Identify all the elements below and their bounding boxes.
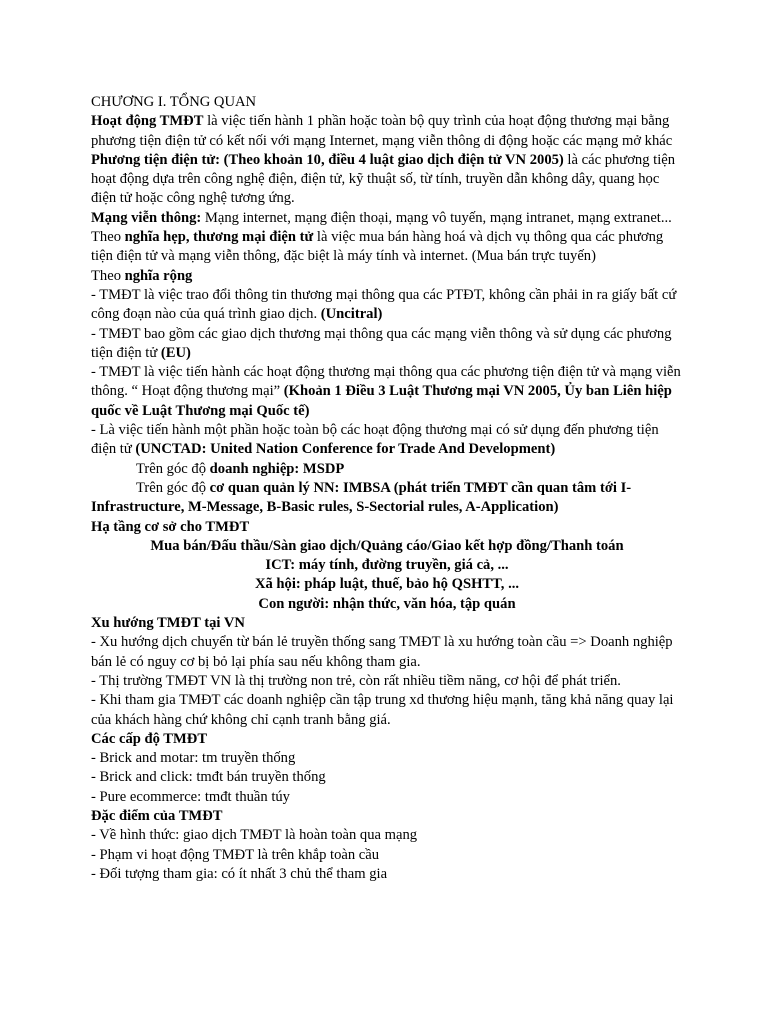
infra-line: Con người: nhận thức, văn hóa, tập quán [258, 595, 516, 612]
term: nghĩa rộng [124, 267, 193, 284]
body-text: Trên góc độ [136, 479, 210, 496]
source-citation: (Khoản 1 Điều 3 Luật Thương mại VN 2005, Ủy ban Liên hiệp quốc về Luật Thương mại Quốc tế) [91, 383, 672, 419]
perspective-line [91, 460, 683, 479]
section-heading [91, 807, 683, 826]
perspective-line [91, 479, 683, 518]
term: Hoạt động TMĐT [91, 113, 204, 130]
definition-paragraph [91, 151, 683, 209]
list-item: - Về hình thức: giao dịch TMĐT là hoàn toàn qua mạng [91, 827, 418, 844]
body-text: là các phương tiện hoạt động dựa trên công nghệ điện, điện tử, kỹ thuật số, từ tính, truyền dẫn không dây, quang học điện tử hoặc công nghệ tương ứng. [91, 151, 676, 207]
source-citation: (Uncitral) [320, 306, 383, 323]
infra-line: ICT: máy tính, đường truyền, giá cả, ... [265, 557, 509, 574]
list-item: - Khi tham gia TMĐT các doanh nghiệp cần tập trung xd thương hiệu mạnh, tăng khả năng quay lại của khách hàng chứ không chỉ cạnh tranh bằng giá. [91, 692, 674, 728]
definition-paragraph [91, 267, 683, 286]
term: Mạng viễn thông: [91, 209, 202, 226]
list-item [91, 286, 683, 325]
section-heading [91, 614, 683, 633]
definition-paragraph [91, 209, 683, 228]
term: doanh nghiệp: MSDP [209, 460, 345, 477]
list-item: - Đối tượng tham gia: có ít nhất 3 chủ thể tham gia [91, 865, 388, 882]
section-heading [91, 730, 683, 749]
term: nghĩa hẹp, thương mại điện tử [124, 229, 314, 246]
term: Phương tiện điện tử: (Theo khoản 10, điều 4 luật giao dịch điện tử VN 2005) [91, 151, 564, 168]
body-text: Mạng internet, mạng điện thoại, mạng vô tuyến, mạng intranet, mạng extranet... [201, 209, 672, 226]
source-citation: (UNCTAD: United Nation Conference for Trade And Development) [135, 441, 556, 458]
list-item: - Xu hướng dịch chuyển từ bán lẻ truyền thống sang TMĐT là xu hướng toàn cầu => Doanh nghiệp bán lẻ có nguy cơ bị bỏ lại phía sau nếu không tham gia. [91, 634, 673, 670]
body-text: Trên góc độ [136, 460, 210, 477]
body-text: - TMĐT là việc tiến hành các hoạt động thương mại thông qua các phương tiện điện tử và mạng viễn thông. “ Hoạt động thương mại” [91, 364, 681, 400]
body-text: là việc tiến hành 1 phần hoặc toàn bộ quy trình của hoạt động thương mại bằng phương tiện điện tử có kết nối với mạng Internet, mạng viễn thông di động hoặc các mạng mở khác [91, 113, 673, 149]
definition-paragraph [91, 112, 683, 151]
body-text: Theo [91, 267, 125, 284]
heading-text: Xu hướng TMĐT tại VN [91, 615, 245, 632]
body-text: Theo [91, 229, 125, 246]
heading-text: Hạ tầng cơ sở cho TMĐT [91, 518, 250, 535]
body-text: - Là việc tiến hành một phần hoặc toàn bộ các hoạt động thương mại có sử dụng đến phương tiện điện tử [91, 422, 659, 458]
list-item: - Brick and click: tmđt bán truyền thống [91, 769, 326, 786]
list-item: - Phạm vi hoạt động TMĐT là trên khắp toàn cầu [91, 846, 380, 863]
list-item [91, 325, 683, 364]
document-page [91, 93, 683, 884]
list-item: - Pure ecommerce: tmđt thuần túy [91, 788, 290, 805]
list-item: - Thị trường TMĐT VN là thị trường non trẻ, còn rất nhiều tiềm năng, cơ hội để phát triển. [91, 672, 621, 689]
list-item [91, 363, 683, 421]
term: cơ quan quản lý NN: IMBSA (phát triển TMĐT cần quan tâm tới I-Infrastructure, M-Message, B-Basic rules, S-Sectorial rules, A-Application) [91, 479, 632, 516]
infra-line: Mua bán/Đấu thầu/Sàn giao dịch/Quảng cáo/Giao kết hợp đồng/Thanh toán [150, 537, 624, 554]
chapter-title: CHƯƠNG I. TỔNG QUAN [91, 94, 257, 110]
infra-line: Xã hội: pháp luật, thuế, bảo hộ QSHTT, ... [254, 576, 520, 593]
body-text: - TMĐT là việc trao đổi thông tin thương mại thông qua các PTĐT, không cần phải in ra giấy bất cứ công đoạn nào của quá trình giao dịch. [91, 286, 677, 323]
list-item: - Brick and motar: tm truyền thống [91, 750, 296, 767]
body-text: là việc mua bán hàng hoá và dịch vụ thông qua các phương tiện điện tử và mạng viễn thông, đặc biệt là máy tính và internet. (Mua bán trực tuyến) [91, 229, 664, 265]
definition-paragraph [91, 228, 683, 267]
heading-text: Đặc điểm của TMĐT [91, 807, 223, 824]
body-text: - TMĐT bao gồm các giao dịch thương mại thông qua các mạng viễn thông và sử dụng các phương tiện điện tử [91, 325, 672, 361]
source-citation: (EU) [160, 344, 191, 361]
section-heading [91, 518, 683, 537]
heading-text: Các cấp độ TMĐT [91, 730, 208, 747]
list-item [91, 421, 683, 460]
